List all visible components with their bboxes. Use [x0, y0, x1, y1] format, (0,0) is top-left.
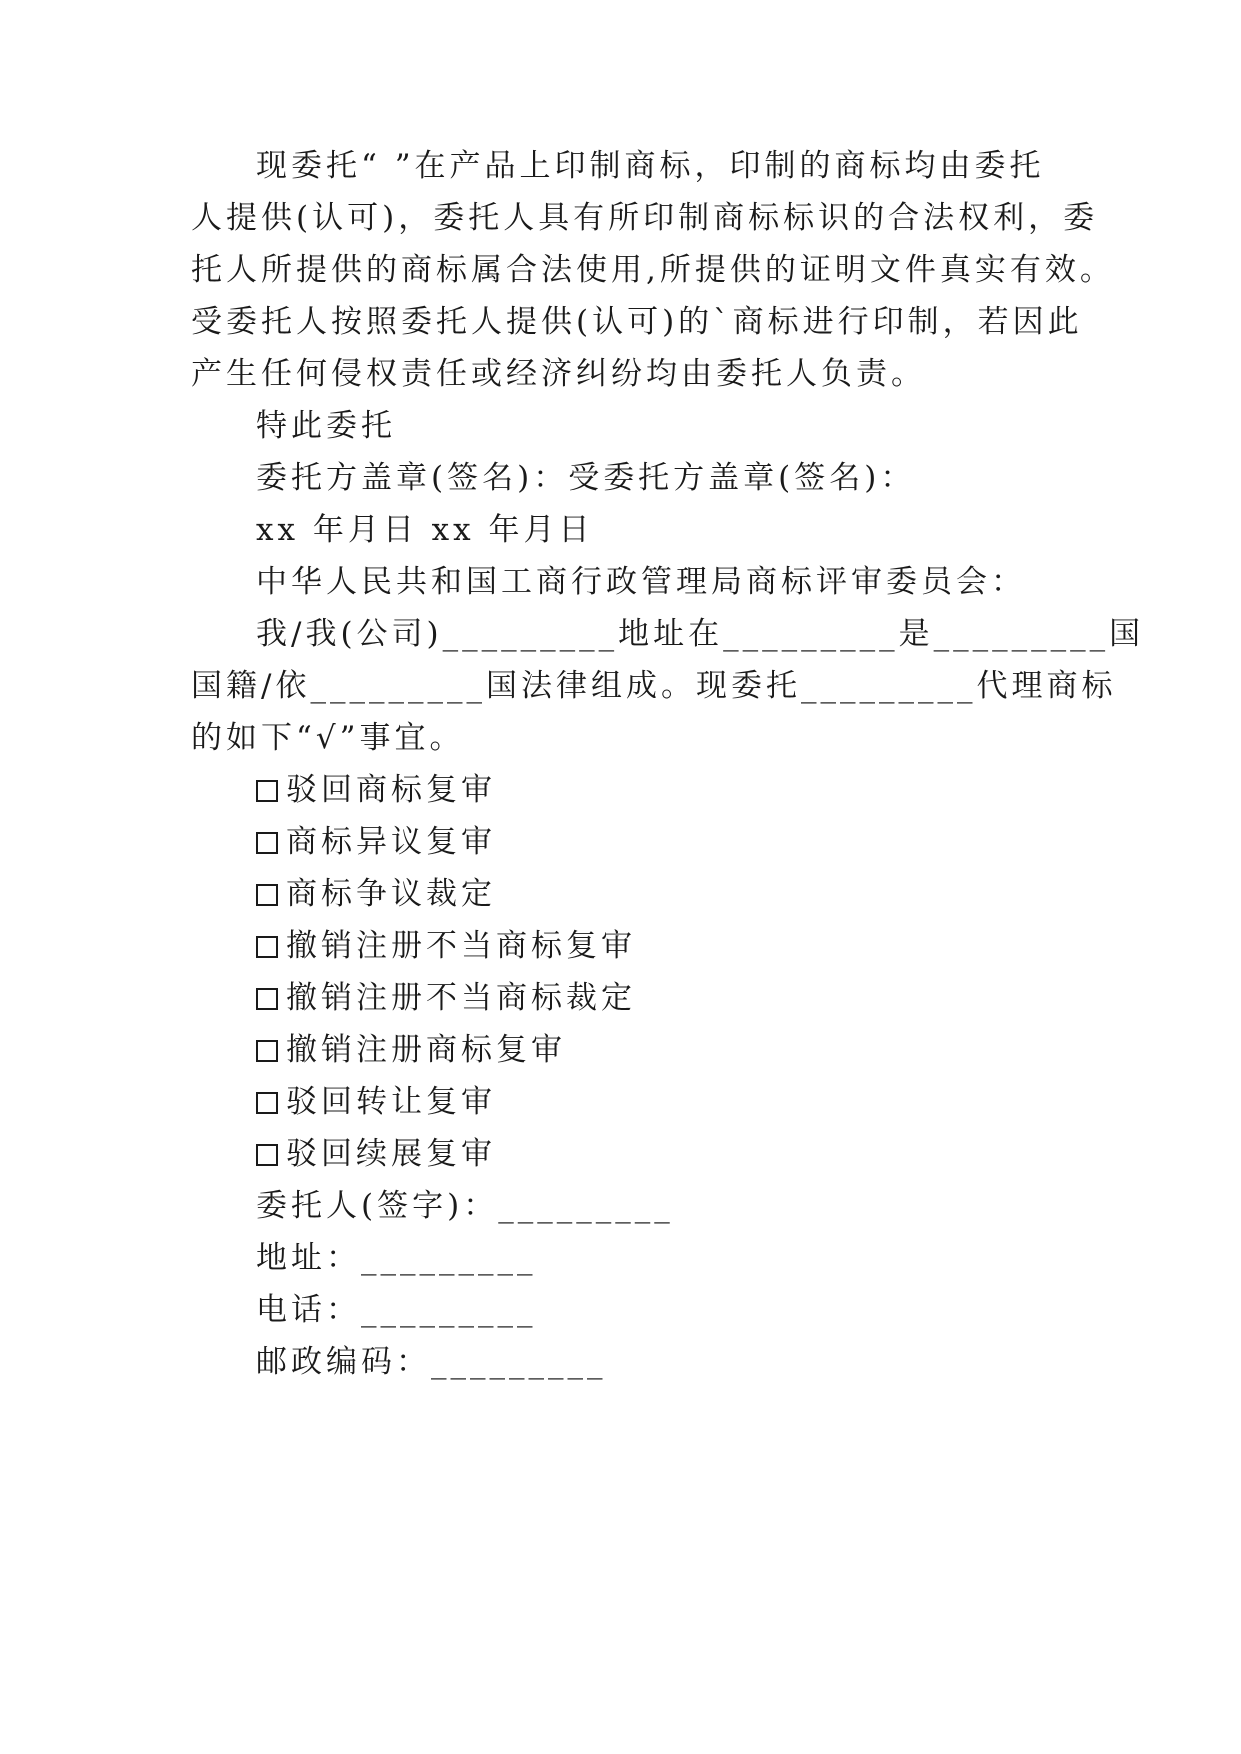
paragraph2-line1: 我/我(公司)_________地址在_________是_________国 — [256, 616, 1145, 652]
paragraph1-line4: 受委托人按照委托人提供(认可)的`商标进行印制，若因此 — [191, 304, 1083, 340]
addressee: 中华人民共和国工商行政管理局商标评审委员会： — [256, 564, 1026, 600]
paragraph1-line1: 现委托“ ”在产品上印制商标，印制的商标均由委托 — [256, 148, 1045, 184]
checkbox-label: 商标异议复审 — [286, 824, 496, 860]
paragraph1-line2: 人提供(认可)，委托人具有所印制商标标识的合法权利，委 — [191, 200, 1099, 236]
checkbox-item — [256, 978, 636, 1018]
postcode-field: 邮政编码：_________ — [256, 1344, 607, 1380]
date-line: xx 年月日 xx 年月日 — [256, 512, 594, 548]
checkbox-icon — [256, 936, 278, 958]
principal-signature-field: 委托人(签字)：_________ — [256, 1188, 674, 1224]
checkbox-label: 驳回转让复审 — [286, 1084, 496, 1120]
paragraph1-line5: 产生任何侵权责任或经济纠纷均由委托人负责。 — [191, 356, 926, 392]
checkbox-item — [256, 874, 496, 914]
checkbox-icon — [256, 832, 278, 854]
checkbox-label: 撤销注册不当商标裁定 — [286, 980, 636, 1016]
closing-text: 特此委托 — [256, 408, 396, 444]
checkbox-label: 驳回续展复审 — [286, 1136, 496, 1172]
checkbox-label: 商标争议裁定 — [286, 876, 496, 912]
checkbox-icon — [256, 988, 278, 1010]
checkbox-item — [256, 822, 496, 862]
checkbox-item — [256, 1030, 566, 1070]
checkbox-label: 撤销注册商标复审 — [286, 1032, 566, 1068]
address-field: 地址：_________ — [256, 1240, 537, 1276]
checkbox-icon — [256, 1144, 278, 1166]
phone-field: 电话：_________ — [256, 1292, 537, 1328]
checkbox-item — [256, 926, 636, 966]
checkbox-item — [256, 770, 496, 810]
checkbox-label: 驳回商标复审 — [286, 772, 496, 808]
checkbox-item — [256, 1082, 496, 1122]
checkbox-icon — [256, 884, 278, 906]
paragraph1-line3: 托人所提供的商标属合法使用,所提供的证明文件真实有效。 — [191, 252, 1115, 288]
checkbox-icon — [256, 1092, 278, 1114]
paragraph2-line2: 国籍/依_________国法律组成。现委托_________代理商标 — [191, 668, 1117, 704]
checkbox-item — [256, 1134, 496, 1174]
checkbox-icon — [256, 780, 278, 802]
checkbox-icon — [256, 1040, 278, 1062]
checkbox-label: 撤销注册不当商标复审 — [286, 928, 636, 964]
paragraph2-line3: 的如下“√”事宜。 — [191, 720, 465, 756]
seal-signature-line: 委托方盖章(签名)：受委托方盖章(签名)： — [256, 460, 916, 496]
